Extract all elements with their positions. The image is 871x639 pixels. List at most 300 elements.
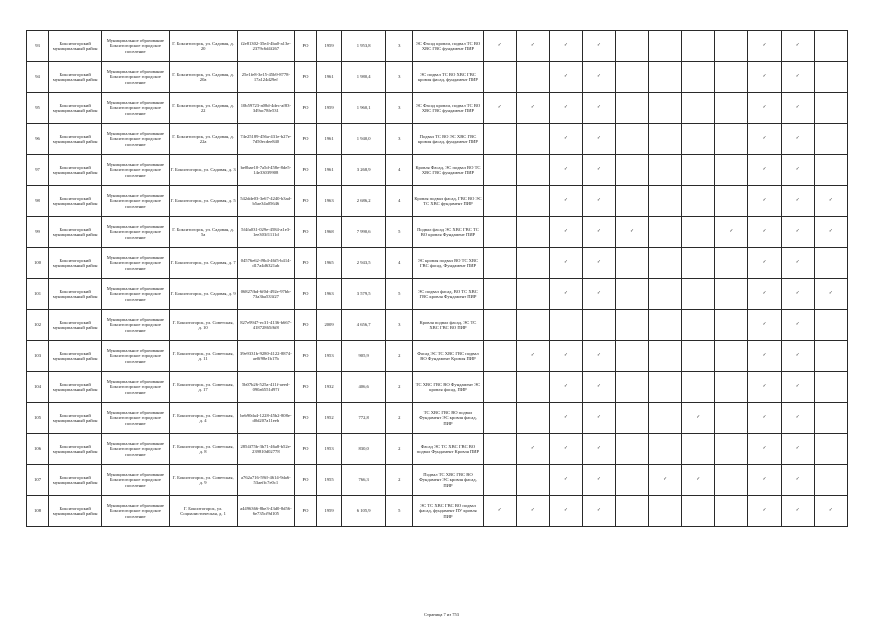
- check-mark-icon: ✓: [549, 124, 582, 155]
- work-type-cell: [715, 310, 748, 341]
- work-type-cell: [649, 124, 682, 155]
- check-mark-icon: ✓: [582, 31, 615, 62]
- check-mark-icon: ✓: [682, 465, 715, 496]
- check-mark-icon: ✓: [781, 279, 814, 310]
- floors-cell: 3: [386, 62, 413, 93]
- address-cell: Г. Бокситогорск, ул. Садовая, д. 5: [169, 186, 237, 217]
- check-mark-icon: ✓: [582, 465, 615, 496]
- district-cell: Бокситогорский муниципальный район: [49, 496, 102, 527]
- work-type-cell: [516, 186, 549, 217]
- works-list-cell: ЭС кровля подвал ВО ТС ХВС ГВС фасад, Фундамент ПИР: [413, 248, 483, 279]
- works-list-cell: Фасад ЭС ТС ХВС ГВС ВО подвал Фундамент Кровля ПИР: [413, 434, 483, 465]
- address-cell: Г. Бокситогорск, ул. Советская, д. 8: [169, 434, 237, 465]
- work-type-cell: [483, 341, 516, 372]
- work-type-cell: [616, 434, 649, 465]
- building-id-cell: f2e81302-35e4-4ba0-a13e-2379c6d4f267: [237, 31, 294, 62]
- area-cell: 406,6: [342, 372, 386, 403]
- check-mark-icon: ✓: [549, 496, 582, 527]
- settlement-cell: Муниципальное образование Бокситогорское городское поселение: [102, 496, 169, 527]
- work-type-cell: [516, 62, 549, 93]
- address-cell: Г. Бокситогорск, ул. Садовая, д. 22а: [169, 124, 237, 155]
- check-mark-icon: ✓: [748, 434, 781, 465]
- settlement-cell: Муниципальное образование Бокситогорское городское поселение: [102, 465, 169, 496]
- work-type-cell: [616, 62, 649, 93]
- building-id-cell: 04576e62-f9b4-46f5-b414-d17a4d6321ab: [237, 248, 294, 279]
- district-cell: Бокситогорский муниципальный район: [49, 155, 102, 186]
- check-mark-icon: ✓: [814, 279, 847, 310]
- work-type-cell: [483, 465, 516, 496]
- works-list-cell: Подвал ТС ВО ЭС ХВС ГВС кровля фасад, фундамент ПИР: [413, 124, 483, 155]
- table-row: [27, 496, 848, 527]
- settlement-cell: Муниципальное образование Бокситогорское городское поселение: [102, 93, 169, 124]
- floors-cell: 2: [386, 465, 413, 496]
- check-mark-icon: ✓: [549, 372, 582, 403]
- work-type-cell: [682, 279, 715, 310]
- floors-cell: 3: [386, 310, 413, 341]
- check-mark-icon: ✓: [582, 62, 615, 93]
- check-mark-icon: ✓: [582, 341, 615, 372]
- work-type-cell: [483, 217, 516, 248]
- work-type-cell: [814, 465, 847, 496]
- settlement-cell: Муниципальное образование Бокситогорское городское поселение: [102, 31, 169, 62]
- floors-cell: 5: [386, 217, 413, 248]
- building-id-cell: beb90da4-1228-45b2-808e-d0d207a11eeb: [237, 403, 294, 434]
- address-cell: Г. Бокситогорск, ул. Советская, д. 4: [169, 403, 237, 434]
- check-mark-icon: ✓: [483, 93, 516, 124]
- check-mark-icon: ✓: [781, 93, 814, 124]
- settlement-cell: Муниципальное образование Бокситогорское городское поселение: [102, 372, 169, 403]
- work-type-cell: [814, 248, 847, 279]
- works-list-cell: ТС ХВС ГВС ВО Фундамент ЭС кровля фасад, ПИР: [413, 372, 483, 403]
- fund-form-cell: РО: [294, 155, 316, 186]
- fund-form-cell: РО: [294, 124, 316, 155]
- year-built-cell: 1961: [317, 62, 342, 93]
- area-cell: 7 990,6: [342, 217, 386, 248]
- table-row: [27, 155, 848, 186]
- settlement-cell: Муниципальное образование Бокситогорское городское поселение: [102, 186, 169, 217]
- settlement-cell: Муниципальное образование Бокситогорское городское поселение: [102, 341, 169, 372]
- settlement-cell: Муниципальное образование Бокситогорское городское поселение: [102, 124, 169, 155]
- work-type-cell: [616, 186, 649, 217]
- check-mark-icon: ✓: [814, 496, 847, 527]
- check-mark-icon: ✓: [616, 217, 649, 248]
- work-type-cell: [682, 62, 715, 93]
- table-row: [27, 279, 848, 310]
- table-row: [27, 465, 848, 496]
- work-type-cell: [649, 496, 682, 527]
- work-type-cell: [483, 186, 516, 217]
- fund-form-cell: РО: [294, 62, 316, 93]
- works-list-cell: ЭС Фасад кровли, подвал ТС ВО ХВС ГВС фундамент ПИР: [413, 31, 483, 62]
- table-row: [27, 93, 848, 124]
- work-type-cell: [649, 434, 682, 465]
- building-id-cell: 25e1fe8-3e15-45b9-8778-17a124d29ef: [237, 62, 294, 93]
- district-cell: Бокситогорский муниципальный район: [49, 31, 102, 62]
- check-mark-icon: ✓: [549, 186, 582, 217]
- work-type-cell: [616, 372, 649, 403]
- check-mark-icon: ✓: [483, 496, 516, 527]
- year-built-cell: 1965: [317, 248, 342, 279]
- check-mark-icon: ✓: [748, 341, 781, 372]
- district-cell: Бокситогорский муниципальный район: [49, 465, 102, 496]
- area-cell: 2 686,2: [342, 186, 386, 217]
- district-cell: Бокситогорский муниципальный район: [49, 186, 102, 217]
- work-type-cell: [549, 310, 582, 341]
- work-type-cell: [649, 248, 682, 279]
- area-cell: 830,0: [342, 434, 386, 465]
- work-type-cell: [483, 62, 516, 93]
- row-number: 103: [27, 341, 49, 372]
- check-mark-icon: ✓: [582, 155, 615, 186]
- floors-cell: 5: [386, 496, 413, 527]
- check-mark-icon: ✓: [549, 248, 582, 279]
- row-number: 100: [27, 248, 49, 279]
- works-list-cell: Подвал ТС ХВС ГВС ВО Фундамент ЭС кровля фасад, ПИР: [413, 465, 483, 496]
- check-mark-icon: ✓: [748, 93, 781, 124]
- work-type-cell: [649, 279, 682, 310]
- building-id-cell: 2854f75b-3b71-46a8-b52e-239810d02778: [237, 434, 294, 465]
- check-mark-icon: ✓: [781, 403, 814, 434]
- work-type-cell: [616, 93, 649, 124]
- work-type-cell: [715, 403, 748, 434]
- work-type-cell: [616, 465, 649, 496]
- work-type-cell: [682, 310, 715, 341]
- check-mark-icon: ✓: [582, 248, 615, 279]
- check-mark-icon: ✓: [748, 279, 781, 310]
- area-cell: 4 656,7: [342, 310, 386, 341]
- work-type-cell: [682, 124, 715, 155]
- row-number: 104: [27, 372, 49, 403]
- area-cell: 766,3: [342, 465, 386, 496]
- district-cell: Бокситогорский муниципальный район: [49, 248, 102, 279]
- district-cell: Бокситогорский муниципальный район: [49, 310, 102, 341]
- page-footer: Страница 7 из 753: [424, 612, 459, 617]
- work-type-cell: [715, 248, 748, 279]
- address-cell: Г. Бокситогорск, ул. Советская, д. 17: [169, 372, 237, 403]
- year-built-cell: 1959: [317, 93, 342, 124]
- work-type-cell: [516, 279, 549, 310]
- building-id-cell: 39e9331b-9280-4122-8874-ae0f98e1b17b: [237, 341, 294, 372]
- work-type-cell: [682, 496, 715, 527]
- work-type-cell: [715, 62, 748, 93]
- year-built-cell: 1959: [317, 496, 342, 527]
- district-cell: Бокситогорский муниципальный район: [49, 372, 102, 403]
- work-type-cell: [649, 372, 682, 403]
- address-cell: Г. Бокситогорск, ул. Социалистическая, д. 1: [169, 496, 237, 527]
- district-cell: Бокситогорский муниципальный район: [49, 403, 102, 434]
- register-sheet: [26, 30, 848, 527]
- work-type-cell: [649, 341, 682, 372]
- check-mark-icon: ✓: [781, 434, 814, 465]
- check-mark-icon: ✓: [781, 248, 814, 279]
- work-type-cell: [483, 403, 516, 434]
- building-id-cell: 74e25189-456a-431e-b27e-7d50ecdee840: [237, 124, 294, 155]
- check-mark-icon: ✓: [748, 248, 781, 279]
- work-type-cell: [649, 155, 682, 186]
- check-mark-icon: ✓: [781, 124, 814, 155]
- check-mark-icon: ✓: [549, 279, 582, 310]
- check-mark-icon: ✓: [549, 62, 582, 93]
- address-cell: Г. Бокситогорск, ул. Садовая, д. 7: [169, 248, 237, 279]
- check-mark-icon: ✓: [781, 310, 814, 341]
- works-list-cell: ЭС подвал фасад, ВО ТС ХВС ГВС кровля Фундамент ПИР: [413, 279, 483, 310]
- floors-cell: 2: [386, 403, 413, 434]
- works-list-cell: Кровля подвал фасад, ЭС ТС ХВС ГВС ВО ПИР: [413, 310, 483, 341]
- fund-form-cell: РО: [294, 279, 316, 310]
- check-mark-icon: ✓: [549, 465, 582, 496]
- fund-form-cell: РО: [294, 217, 316, 248]
- work-type-cell: [483, 434, 516, 465]
- check-mark-icon: ✓: [682, 403, 715, 434]
- floors-cell: 2: [386, 434, 413, 465]
- area-cell: 6 105,9: [342, 496, 386, 527]
- table-row: [27, 341, 848, 372]
- work-type-cell: [682, 155, 715, 186]
- check-mark-icon: ✓: [582, 372, 615, 403]
- district-cell: Бокситогорский муниципальный район: [49, 124, 102, 155]
- work-type-cell: [814, 372, 847, 403]
- floors-cell: 3: [386, 93, 413, 124]
- table-row: [27, 310, 848, 341]
- address-cell: Г. Бокситогорск, ул. Садовая, д. 22: [169, 93, 237, 124]
- check-mark-icon: ✓: [748, 465, 781, 496]
- year-built-cell: 1968: [317, 217, 342, 248]
- works-list-cell: ЭС ТС ХВС ГВС ВО подвал фасад, фундамент ПУ кровля ПИР: [413, 496, 483, 527]
- table-row: [27, 62, 848, 93]
- building-id-cell: a4496366-8be3-43d0-8d56-6e735cf9d105: [237, 496, 294, 527]
- fund-form-cell: РО: [294, 31, 316, 62]
- work-type-cell: [715, 186, 748, 217]
- fund-form-cell: РО: [294, 403, 316, 434]
- work-type-cell: [814, 403, 847, 434]
- floors-cell: 2: [386, 372, 413, 403]
- floors-cell: 4: [386, 248, 413, 279]
- row-number: 93: [27, 31, 49, 62]
- address-cell: Г. Бокситогорск, ул. Советская, д. 10: [169, 310, 237, 341]
- floors-cell: 2: [386, 341, 413, 372]
- work-type-cell: [715, 279, 748, 310]
- check-mark-icon: ✓: [781, 62, 814, 93]
- area-cell: 1 960,1: [342, 93, 386, 124]
- work-type-cell: [649, 93, 682, 124]
- building-id-cell: 827e9947-ec31-4136-b667-41872865f6f8: [237, 310, 294, 341]
- work-type-cell: [483, 155, 516, 186]
- work-type-cell: [715, 496, 748, 527]
- building-id-cell: 10b59723-a08d-4dec-af83-349ac78fe531: [237, 93, 294, 124]
- check-mark-icon: ✓: [748, 62, 781, 93]
- check-mark-icon: ✓: [781, 155, 814, 186]
- district-cell: Бокситогорский муниципальный район: [49, 341, 102, 372]
- building-id-cell: 5b07b26-525a-411f-aeed-090a6551d97f: [237, 372, 294, 403]
- year-built-cell: 1953: [317, 341, 342, 372]
- settlement-cell: Муниципальное образование Бокситогорское городское поселение: [102, 155, 169, 186]
- year-built-cell: 1961: [317, 155, 342, 186]
- table-row: [27, 403, 848, 434]
- table-row: [27, 248, 848, 279]
- row-number: 101: [27, 279, 49, 310]
- district-cell: Бокситогорский муниципальный район: [49, 434, 102, 465]
- work-type-cell: [516, 403, 549, 434]
- district-cell: Бокситогорский муниципальный район: [49, 62, 102, 93]
- work-type-cell: [516, 124, 549, 155]
- check-mark-icon: ✓: [516, 341, 549, 372]
- work-type-cell: [616, 124, 649, 155]
- work-type-cell: [715, 372, 748, 403]
- work-type-cell: [616, 310, 649, 341]
- year-built-cell: 1961: [317, 124, 342, 155]
- work-type-cell: [516, 310, 549, 341]
- work-type-cell: [649, 217, 682, 248]
- work-type-cell: [715, 155, 748, 186]
- work-type-cell: [814, 62, 847, 93]
- work-type-cell: [483, 310, 516, 341]
- work-type-cell: [516, 465, 549, 496]
- year-built-cell: 1959: [317, 31, 342, 62]
- check-mark-icon: ✓: [781, 341, 814, 372]
- building-id-cell: 5f4fa031-029e-4584-a1e3-1ee303f1111d: [237, 217, 294, 248]
- work-type-cell: [616, 31, 649, 62]
- check-mark-icon: ✓: [748, 31, 781, 62]
- district-cell: Бокситогорский муниципальный район: [49, 93, 102, 124]
- work-type-cell: [649, 62, 682, 93]
- area-cell: 1 980,4: [342, 62, 386, 93]
- check-mark-icon: ✓: [549, 403, 582, 434]
- work-type-cell: [814, 93, 847, 124]
- address-cell: Г. Бокситогорск, ул. Советская, д. 9: [169, 465, 237, 496]
- work-type-cell: [682, 372, 715, 403]
- check-mark-icon: ✓: [748, 186, 781, 217]
- work-type-cell: [682, 31, 715, 62]
- check-mark-icon: ✓: [549, 217, 582, 248]
- housing-register-table: [26, 30, 848, 527]
- work-type-cell: [682, 341, 715, 372]
- work-type-cell: [814, 31, 847, 62]
- work-type-cell: [616, 341, 649, 372]
- work-type-cell: [616, 248, 649, 279]
- check-mark-icon: ✓: [748, 124, 781, 155]
- works-list-cell: Кровля Фасад, ЭС подвал ВО ТС ХВС ГВС фундамент ПИР: [413, 155, 483, 186]
- table-row: [27, 217, 848, 248]
- check-mark-icon: ✓: [516, 496, 549, 527]
- fund-form-cell: РО: [294, 372, 316, 403]
- work-type-cell: [483, 279, 516, 310]
- work-type-cell: [582, 310, 615, 341]
- work-type-cell: [616, 155, 649, 186]
- address-cell: Г. Бокситогорск, ул. Советская, д. 11: [169, 341, 237, 372]
- year-built-cell: 2009: [317, 310, 342, 341]
- area-cell: 3 579,5: [342, 279, 386, 310]
- area-cell: 1 953,8: [342, 31, 386, 62]
- fund-form-cell: РО: [294, 341, 316, 372]
- row-number: 97: [27, 155, 49, 186]
- settlement-cell: Муниципальное образование Бокситогорское городское поселение: [102, 279, 169, 310]
- works-list-cell: Фасад ЭС ТС ХВС ГВС подвал ВО Фундамент Кровля ПИР: [413, 341, 483, 372]
- work-type-cell: [516, 372, 549, 403]
- check-mark-icon: ✓: [549, 93, 582, 124]
- work-type-cell: [715, 434, 748, 465]
- year-built-cell: 1953: [317, 434, 342, 465]
- check-mark-icon: ✓: [748, 217, 781, 248]
- year-built-cell: 1932: [317, 372, 342, 403]
- check-mark-icon: ✓: [748, 496, 781, 527]
- work-type-cell: [814, 310, 847, 341]
- check-mark-icon: ✓: [781, 31, 814, 62]
- check-mark-icon: ✓: [814, 186, 847, 217]
- works-list-cell: Кровля подвал фасад, ГВС ВО ЭС ТС ХВС фундамент ПИР: [413, 186, 483, 217]
- works-list-cell: ТС ХВС ГВС ВО подвал Фундамент ЭС кровля фасад, ПИР: [413, 403, 483, 434]
- address-cell: Г. Бокситогорск, ул. Садовая, д. 5а: [169, 217, 237, 248]
- check-mark-icon: ✓: [814, 217, 847, 248]
- district-cell: Бокситогорский муниципальный район: [49, 279, 102, 310]
- check-mark-icon: ✓: [649, 465, 682, 496]
- check-mark-icon: ✓: [582, 434, 615, 465]
- work-type-cell: [814, 124, 847, 155]
- check-mark-icon: ✓: [549, 341, 582, 372]
- work-type-cell: [516, 217, 549, 248]
- work-type-cell: [682, 186, 715, 217]
- row-number: 94: [27, 62, 49, 93]
- address-cell: Г. Бокситогорск, ул. Садовая, д. 20а: [169, 62, 237, 93]
- check-mark-icon: ✓: [748, 310, 781, 341]
- fund-form-cell: РО: [294, 434, 316, 465]
- work-type-cell: [616, 279, 649, 310]
- address-cell: Г. Бокситогорск, ул. Садовая, д. 9: [169, 279, 237, 310]
- work-type-cell: [516, 248, 549, 279]
- year-built-cell: 1952: [317, 403, 342, 434]
- area-cell: 2 943,5: [342, 248, 386, 279]
- check-mark-icon: ✓: [748, 403, 781, 434]
- settlement-cell: Муниципальное образование Бокситогорское городское поселение: [102, 403, 169, 434]
- check-mark-icon: ✓: [781, 496, 814, 527]
- year-built-cell: 1963: [317, 279, 342, 310]
- row-number: 108: [27, 496, 49, 527]
- floors-cell: 4: [386, 186, 413, 217]
- works-list-cell: Подвал фасад ЭС ХВС ГВС ТС ВО кровля Фундамент ПИР: [413, 217, 483, 248]
- check-mark-icon: ✓: [549, 434, 582, 465]
- work-type-cell: [814, 434, 847, 465]
- row-number: 107: [27, 465, 49, 496]
- check-mark-icon: ✓: [582, 496, 615, 527]
- address-cell: Г. Бокситогорск, ул. Садовая, д. 3: [169, 155, 237, 186]
- fund-form-cell: РО: [294, 186, 316, 217]
- floors-cell: 4: [386, 155, 413, 186]
- fund-form-cell: РО: [294, 465, 316, 496]
- settlement-cell: Муниципальное образование Бокситогорское городское поселение: [102, 248, 169, 279]
- floors-cell: 3: [386, 124, 413, 155]
- work-type-cell: [649, 310, 682, 341]
- row-number: 95: [27, 93, 49, 124]
- work-type-cell: [649, 186, 682, 217]
- work-type-cell: [616, 496, 649, 527]
- table-row: [27, 124, 848, 155]
- area-cell: 772,8: [342, 403, 386, 434]
- work-type-cell: [682, 434, 715, 465]
- area-cell: 905,9: [342, 341, 386, 372]
- check-mark-icon: ✓: [516, 434, 549, 465]
- work-type-cell: [682, 217, 715, 248]
- work-type-cell: [715, 124, 748, 155]
- area-cell: 1 940,0: [342, 124, 386, 155]
- building-id-cell: 542dde03-3e67-4240-b3ad-b5ae34a05646: [237, 186, 294, 217]
- work-type-cell: [682, 93, 715, 124]
- fund-form-cell: РО: [294, 310, 316, 341]
- work-type-cell: [516, 155, 549, 186]
- settlement-cell: Муниципальное образование Бокситогорское городское поселение: [102, 217, 169, 248]
- row-number: 96: [27, 124, 49, 155]
- district-cell: Бокситогорский муниципальный район: [49, 217, 102, 248]
- check-mark-icon: ✓: [549, 155, 582, 186]
- row-number: 106: [27, 434, 49, 465]
